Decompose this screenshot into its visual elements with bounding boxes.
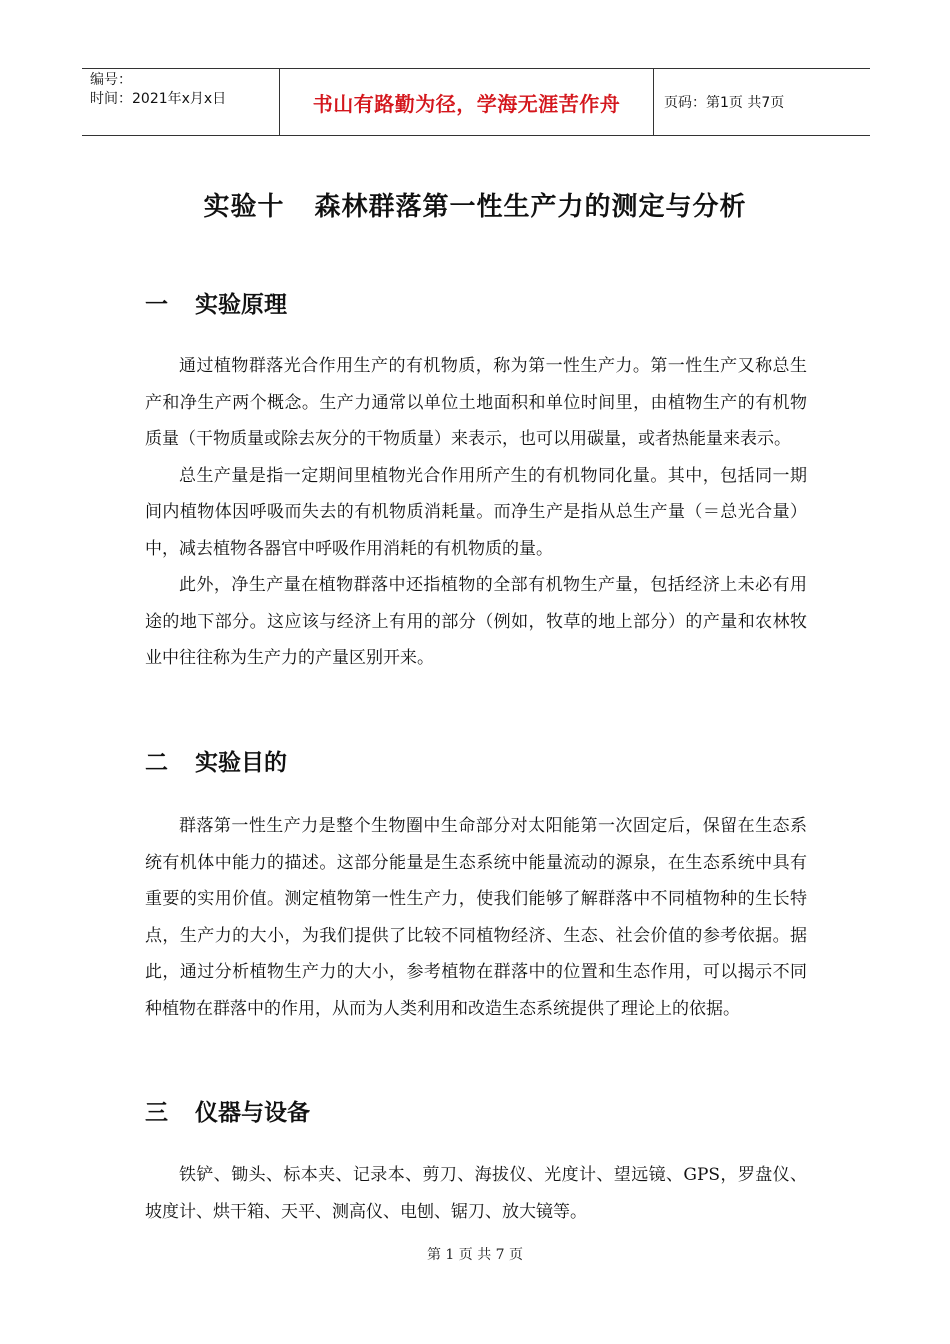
header-meta-cell: [82, 69, 280, 135]
time-label: 时间：2021年x月x日: [90, 91, 227, 107]
section-title: 实验原理: [195, 292, 287, 318]
paragraph: 此外，净生产量在植物群落中还指植物的全部有机物生产量，包括经济上未必有用途的地下部分。这应该与经济上有用的部分（例如，牧草的地上部分）的产量和农林牧业中往往称为生产力的产量区别开来。: [145, 575, 807, 668]
section-heading-equipment: [145, 1094, 310, 1127]
section-body-equipment: [145, 1157, 807, 1230]
section-number: 二: [145, 750, 168, 776]
footer-page-number: 第 1 页 共 7 页: [426, 1247, 524, 1263]
section-body-principle: [145, 348, 807, 677]
section-title: 实验目的: [195, 750, 287, 776]
document-header-table: [82, 68, 870, 136]
motto-text: 书山有路勤为径，学海无涯苦作舟: [312, 91, 621, 116]
section-heading-principle: [145, 286, 287, 319]
section-number: 一: [145, 292, 168, 318]
paragraph: 通过植物群落光合作用生产的有机物质，称为第一性生产力。第一性生产又称总生产和净生产两个概念。生产力通常以单位土地面积和单位时间里，由植物生产的有机物质量（干物质量或除去灰分的干物质量）来表示，也可以用碳量，或者热能量来表示。: [145, 356, 807, 449]
paragraph: 总生产量是指一定期间里植物光合作用所产生的有机物同化量。其中，包括同一期间内植物体因呼吸而失去的有机物质消耗量。而净生产是指从总生产量（＝总光合量）中，减去植物各器官中呼吸作用消耗的有机物质的量。: [145, 465, 807, 559]
document-title: [0, 186, 950, 223]
paragraph: 铁铲、锄头、标本夹、记录本、剪刀、海拔仪、光度计、望远镜、GPS，罗盘仪、坡度计、烘干箱、天平、测高仪、电刨、锯刀、放大镜等。: [145, 1165, 807, 1222]
header-motto-cell: [280, 69, 654, 135]
title-main: 森林群落第一性生产力的测定与分析: [314, 192, 747, 222]
section-title: 仪器与设备: [195, 1100, 310, 1126]
header-page-cell: [654, 69, 870, 135]
page-info: 页码：第1页 共7页: [664, 95, 785, 111]
paragraph: 群落第一性生产力是整个生物圈中生命部分对太阳能第一次固定后，保留在生态系统有机体中能力的描述。这部分能量是生态系统中能量流动的源泉，在生态系统中具有重要的实用价值。测定植物第一性生产力，使我们能够了解群落中不同植物种的生长特点，生产力的大小，为我们提供了比较不同植物经济、生态、社会价值的参考依据。据此，通过分析植物生产力的大小，参考植物在群落中的位置和生态作用，可以揭示不同种植物在群落中的作用，从而为人类利用和改造生态系统提供了理论上的依据。: [145, 816, 807, 1019]
number-label: 编号：: [90, 72, 132, 88]
section-number: 三: [145, 1100, 168, 1126]
section-heading-purpose: [145, 744, 287, 777]
section-body-purpose: [145, 808, 807, 1027]
title-prefix: 实验十: [203, 192, 285, 222]
